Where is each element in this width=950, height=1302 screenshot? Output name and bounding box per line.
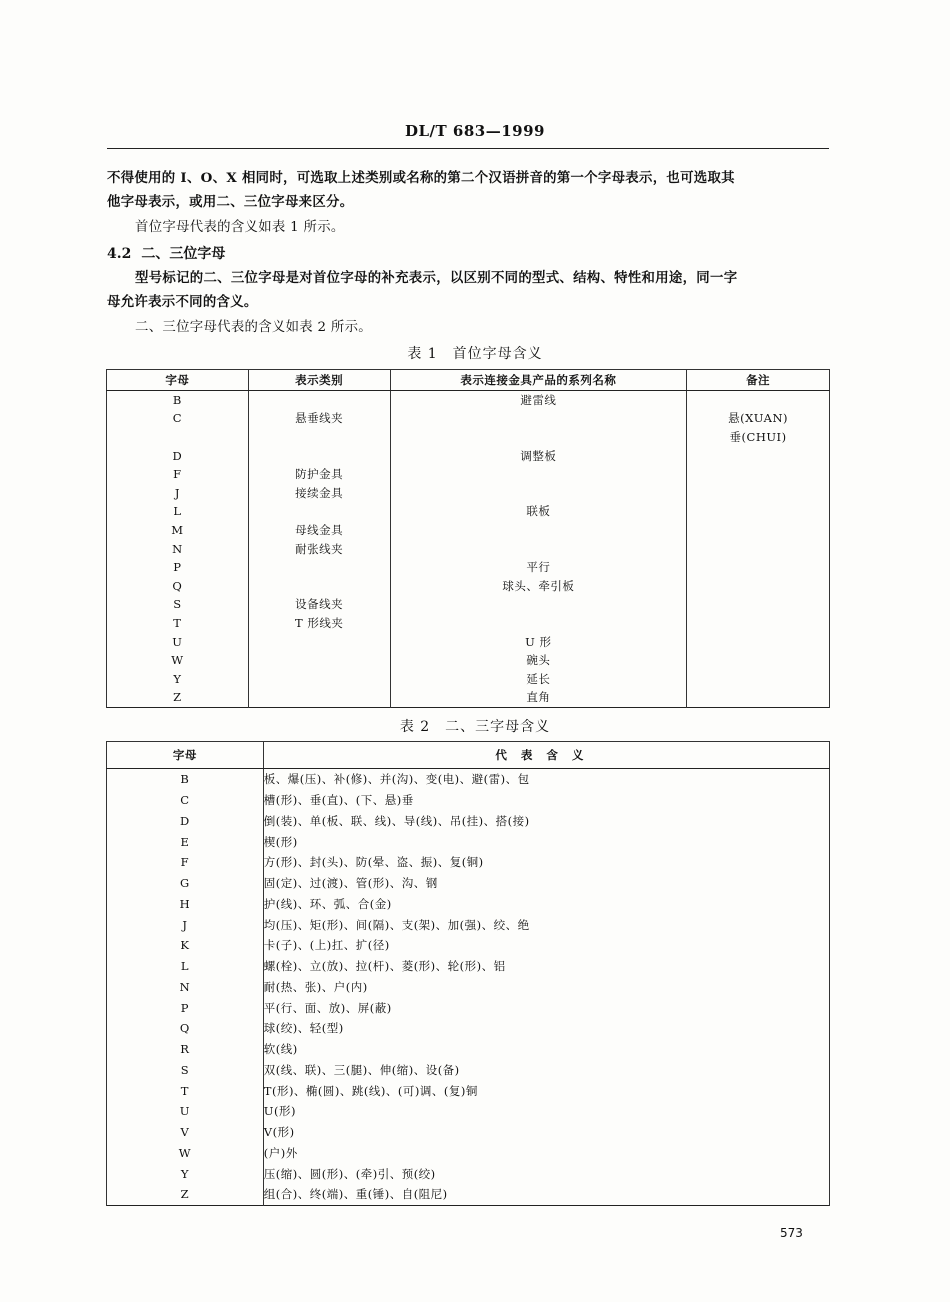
table1-caption: 表 1 首位字母含义 (407, 346, 543, 362)
table2-header-row (107, 742, 830, 769)
table1-cell-letter: B (107, 391, 249, 410)
table-row (107, 1163, 830, 1184)
table2-cell-meaning: 球(绞)、轻(型) (263, 1018, 829, 1039)
table2-caption: 表 2 二、三字母含义 (399, 719, 551, 735)
table1-header-note: 备注 (687, 370, 830, 391)
table-row (107, 894, 830, 915)
table1-cell-series (390, 465, 687, 484)
table2-cell-meaning: 螺(栓)、立(放)、拉(杆)、菱(形)、轮(形)、铝 (263, 956, 829, 977)
table-row (107, 484, 830, 503)
table1-cell-series: U 形 (390, 633, 687, 652)
paragraph-3 (107, 266, 832, 314)
table-row (107, 614, 830, 633)
table2-cell-meaning: 倒(装)、单(板、联、线)、导(线)、吊(挂)、搭(接) (263, 811, 829, 832)
table1-cell-letter: Y (107, 670, 249, 689)
paragraph-3-line-2: 母允许表示不同的含义。 (107, 294, 258, 310)
table1-cell-category (248, 428, 390, 447)
table2-header-letter: 字母 (107, 742, 264, 769)
table2-cell-letter: C (107, 790, 264, 811)
table-row (107, 1122, 830, 1143)
table-row (107, 790, 830, 811)
table1-cell-note (687, 651, 830, 670)
table1-cell-category: 耐张线夹 (248, 540, 390, 559)
table2-cell-meaning: T(形)、椭(圆)、跳(线)、(可)调、(复)铜 (263, 1080, 829, 1101)
table1-cell-letter: F (107, 465, 249, 484)
table2-cell-meaning: 方(形)、封(头)、防(晕、盗、振)、复(铜) (263, 852, 829, 873)
table-row (107, 977, 830, 998)
table2-cell-meaning: 均(压)、矩(形)、间(隔)、支(架)、加(强)、绞、绝 (263, 914, 829, 935)
table1-cell-series: 直角 (390, 689, 687, 708)
table1-cell-series (390, 540, 687, 559)
table-row (107, 577, 830, 596)
table1-cell-note (687, 689, 830, 708)
table-row (107, 521, 830, 540)
table1-cell-category: T 形线夹 (248, 614, 390, 633)
table2-cell-letter: H (107, 894, 264, 915)
table2-cell-meaning: 软(线) (263, 1039, 829, 1060)
page-number: 573 (780, 1226, 803, 1240)
table2-cell-letter: W (107, 1143, 264, 1164)
table2-cell-letter: J (107, 914, 264, 935)
table1-cell-letter: S (107, 596, 249, 615)
table1-cell-note (687, 391, 830, 410)
table2-cell-letter: N (107, 977, 264, 998)
table2-cell-meaning: 双(线、联)、三(腿)、伸(缩)、设(备) (263, 1060, 829, 1081)
table2-body (107, 769, 830, 1206)
table-row (107, 811, 830, 832)
table-row (107, 391, 830, 410)
table2-cell-letter: Y (107, 1163, 264, 1184)
table-row (107, 914, 830, 935)
table1-cell-note: 悬(XUAN) (687, 410, 830, 429)
table1-cell-note (687, 670, 830, 689)
table1-cell-category: 母线金具 (248, 521, 390, 540)
table1-cell-note (687, 614, 830, 633)
paragraph-2: 首位字母代表的含义如表 1 所示。 (135, 220, 345, 235)
section-heading (107, 243, 235, 263)
table2-cell-meaning: 护(线)、环、弧、合(金) (263, 894, 829, 915)
table1-cell-category: 接续金具 (248, 484, 390, 503)
table1-cell-series: 调整板 (390, 447, 687, 466)
table-row (107, 1018, 830, 1039)
table1-cell-note (687, 465, 830, 484)
table-row (107, 873, 830, 894)
table-row (107, 935, 830, 956)
table2-cell-letter: G (107, 873, 264, 894)
table1-cell-category (248, 633, 390, 652)
table1-cell-category: 防护金具 (248, 465, 390, 484)
table1-cell-series: 联板 (390, 503, 687, 522)
table2-cell-letter: F (107, 852, 264, 873)
table-row (107, 633, 830, 652)
table-row (107, 956, 830, 977)
table1-cell-series: 平行 (390, 558, 687, 577)
table1-header-category: 表示类别 (248, 370, 390, 391)
table2-cell-meaning: (户)外 (263, 1143, 829, 1164)
table1-cell-note: 垂(CHUI) (687, 428, 830, 447)
table1 (106, 369, 830, 708)
table1-cell-note (687, 596, 830, 615)
table2-cell-meaning: 卡(子)、(上)扛、扩(径) (263, 935, 829, 956)
table1-cell-category (248, 651, 390, 670)
table1-cell-letter: C (107, 410, 249, 429)
table-row (107, 410, 830, 429)
table2-cell-letter: B (107, 769, 264, 790)
section-number: 4.2 (107, 246, 132, 262)
table1-cell-letter: P (107, 558, 249, 577)
table2-cell-letter: K (107, 935, 264, 956)
table2-cell-letter: U (107, 1101, 264, 1122)
section-title: 二、三位字母 (141, 246, 226, 262)
table2-cell-meaning: U(形) (263, 1101, 829, 1122)
table2-cell-letter: R (107, 1039, 264, 1060)
table1-cell-letter: Q (107, 577, 249, 596)
table-row (107, 1143, 830, 1164)
table2-cell-meaning: 板、爆(压)、补(修)、并(沟)、变(电)、避(雷)、包 (263, 769, 829, 790)
page-header: DL/T 683—1999 (405, 122, 545, 140)
table1-cell-series (390, 484, 687, 503)
table2-cell-letter: P (107, 997, 264, 1018)
table2-cell-letter: S (107, 1060, 264, 1081)
table2-cell-meaning: 固(定)、过(渡)、管(形)、沟、钢 (263, 873, 829, 894)
table1-cell-series: 碗头 (390, 651, 687, 670)
table1-header-series: 表示连接金具产品的系列名称 (390, 370, 687, 391)
table-row (107, 769, 830, 790)
paragraph-4: 二、三位字母代表的含义如表 2 所示。 (135, 320, 372, 335)
table-row (107, 503, 830, 522)
table-row (107, 1060, 830, 1081)
table2-cell-meaning: 槽(形)、垂(直)、(下、悬)垂 (263, 790, 829, 811)
table1-body (107, 391, 830, 708)
table-row (107, 651, 830, 670)
table2 (106, 741, 830, 1206)
table1-cell-category (248, 558, 390, 577)
table1-cell-category (248, 447, 390, 466)
table-row (107, 447, 830, 466)
table1-cell-series (390, 428, 687, 447)
table2-cell-meaning: 耐(热、张)、户(内) (263, 977, 829, 998)
table1-cell-series: 球头、牵引板 (390, 577, 687, 596)
table1-cell-series: 避雷线 (390, 391, 687, 410)
table1-cell-letter: W (107, 651, 249, 670)
table2-cell-letter: L (107, 956, 264, 977)
table2-cell-meaning: 平(行、面、放)、屏(蔽) (263, 997, 829, 1018)
table1-cell-series: 延长 (390, 670, 687, 689)
table-row (107, 428, 830, 447)
table1-cell-letter: N (107, 540, 249, 559)
table-row (107, 1184, 830, 1205)
table2-header-meaning: 代表含义 (263, 742, 829, 769)
paragraph-1-line-1: 不得使用的 I、O、X 相同时，可选取上述类别或名称的第二个汉语拼音的第一个字母表示，也可选取其 (107, 170, 735, 186)
table-row (107, 558, 830, 577)
table-row (107, 689, 830, 708)
table2-cell-letter: Z (107, 1184, 264, 1205)
table1-cell-category: 设备线夹 (248, 596, 390, 615)
table1-cell-series (390, 410, 687, 429)
table-row (107, 1039, 830, 1060)
table-row (107, 997, 830, 1018)
table2-cell-letter: E (107, 831, 264, 852)
table1-cell-letter: Z (107, 689, 249, 708)
table-row (107, 852, 830, 873)
table1-cell-letter: T (107, 614, 249, 633)
table1-cell-letter (107, 428, 249, 447)
table1-cell-letter: U (107, 633, 249, 652)
table-row (107, 831, 830, 852)
table2-cell-meaning: V(形) (263, 1122, 829, 1143)
table-row (107, 670, 830, 689)
table1-cell-category: 悬垂线夹 (248, 410, 390, 429)
table2-cell-meaning: 楔(形) (263, 831, 829, 852)
paragraph-1 (107, 166, 832, 214)
table1-cell-note (687, 577, 830, 596)
table1-cell-series (390, 596, 687, 615)
table-row (107, 596, 830, 615)
table2-cell-meaning: 组(合)、终(端)、重(锤)、自(阻尼) (263, 1184, 829, 1205)
table-row (107, 465, 830, 484)
table2-cell-letter: T (107, 1080, 264, 1101)
table1-cell-note (687, 447, 830, 466)
table1-cell-category (248, 689, 390, 708)
table1-cell-note (687, 633, 830, 652)
table2-cell-letter: V (107, 1122, 264, 1143)
table1-header-letter: 字母 (107, 370, 249, 391)
table1-cell-note (687, 558, 830, 577)
table1-cell-category (248, 503, 390, 522)
table1-cell-category (248, 670, 390, 689)
table1-cell-letter: L (107, 503, 249, 522)
table2-cell-meaning: 压(缩)、圆(形)、(牵)引、预(绞) (263, 1163, 829, 1184)
table1-cell-category (248, 577, 390, 596)
table1-cell-letter: D (107, 447, 249, 466)
table1-cell-note (687, 540, 830, 559)
table1-cell-series (390, 521, 687, 540)
table-row (107, 540, 830, 559)
table-row (107, 1101, 830, 1122)
table1-cell-letter: M (107, 521, 249, 540)
table2-cell-letter: Q (107, 1018, 264, 1039)
table1-cell-category (248, 391, 390, 410)
table1-cell-note (687, 484, 830, 503)
table1-cell-series (390, 614, 687, 633)
paragraph-1-line-2: 他字母表示，或用二、三位字母来区分。 (107, 194, 354, 210)
table1-cell-note (687, 521, 830, 540)
header-rule (107, 148, 829, 149)
paragraph-3-line-1: 型号标记的二、三位字母是对首位字母的补充表示，以区别不同的型式、结构、特性和用途，同一字 (135, 270, 738, 286)
table2-cell-letter: D (107, 811, 264, 832)
table1-header-row (107, 370, 830, 391)
table1-cell-letter: J (107, 484, 249, 503)
table-row (107, 1080, 830, 1101)
table1-cell-note (687, 503, 830, 522)
